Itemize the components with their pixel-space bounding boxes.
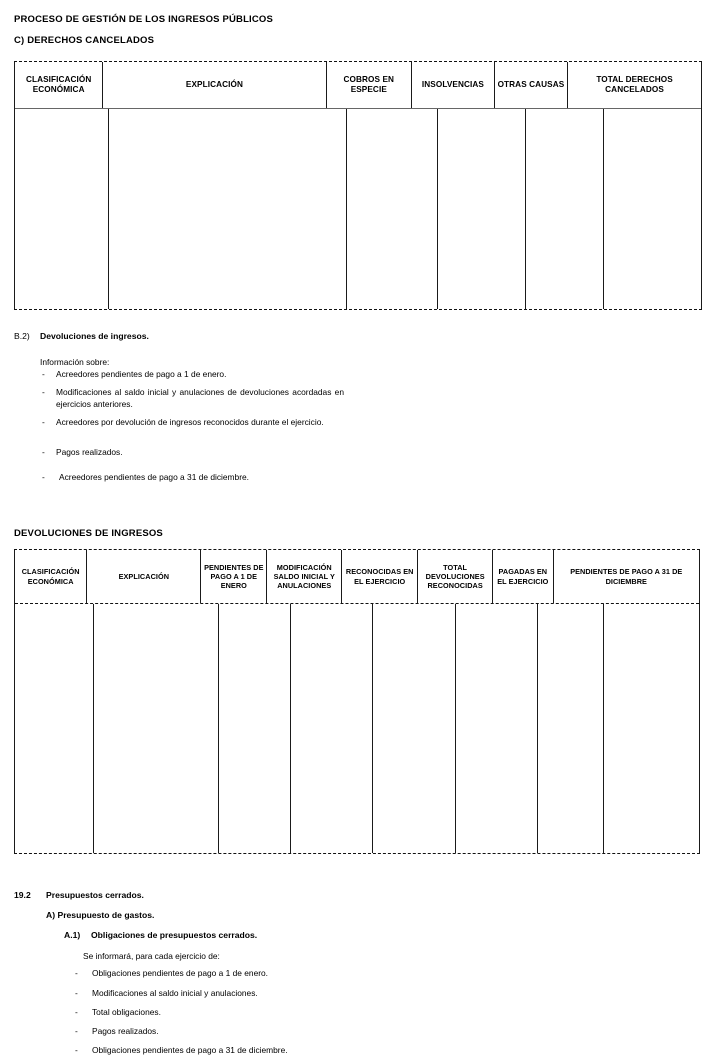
column-header-total-devoluciones-reconocidas: TOTAL DEVOLUCIONES RECONOCIDAS bbox=[418, 550, 493, 603]
column-header-otras-causas: OTRAS CAUSAS bbox=[495, 62, 568, 108]
list-item bbox=[75, 1045, 405, 1056]
table-derechos-cancelados bbox=[14, 61, 702, 310]
column-header-pendientes-pago-31-diciembre: PENDIENTES DE PAGO A 31 DE DICIEMBRE bbox=[570, 567, 683, 586]
table-body-empty-row[interactable] bbox=[15, 109, 701, 309]
page-title: PROCESO DE GESTIÓN DE LOS INGRESOS PÚBLICOS bbox=[14, 14, 273, 25]
bullet-dash: - bbox=[42, 369, 45, 379]
list-item-label: Acreedores pendientes de pago a 31 de diciembre. bbox=[59, 472, 249, 482]
cell-total-derechos-cancelados[interactable] bbox=[604, 109, 701, 309]
cell-total-devoluciones-reconocidas[interactable] bbox=[456, 604, 538, 853]
list-item-label: Obligaciones pendientes de pago a 31 de diciembre. bbox=[92, 1045, 288, 1055]
list-item-label: Modificaciones al saldo inicial y anulaciones de devoluciones acordadas en ejercicios anteriores. bbox=[56, 387, 344, 409]
list-item bbox=[42, 369, 342, 381]
list-item-label: Total obligaciones. bbox=[92, 1007, 161, 1017]
list-item bbox=[42, 447, 342, 459]
bullet-dash: - bbox=[42, 472, 45, 482]
section-b2-intro: Información sobre: bbox=[40, 357, 110, 367]
list-item-label: Pagos realizados. bbox=[92, 1026, 159, 1036]
bullet-dash: - bbox=[75, 1007, 78, 1017]
table-header-row bbox=[15, 550, 699, 604]
section-19-2-sub-a: A) Presupuesto de gastos. bbox=[46, 910, 155, 920]
bullet-dash: - bbox=[75, 988, 78, 998]
list-item bbox=[75, 968, 375, 980]
column-header-clasificacion-economica: CLASIFICACIÓN ECONÓMICA bbox=[15, 62, 103, 108]
table-header-row bbox=[15, 62, 701, 109]
column-header-reconocidas-en-el-ejercicio: RECONOCIDAS EN EL EJERCICIO bbox=[342, 550, 418, 603]
list-item-label: Modificaciones al saldo inicial y anulaciones. bbox=[92, 988, 258, 998]
bullet-dash: - bbox=[75, 1026, 78, 1036]
cell-insolvencias[interactable] bbox=[438, 109, 526, 309]
column-header-total-derechos-cancelados: TOTAL DERECHOS CANCELADOS bbox=[596, 74, 673, 94]
section-b2-title: Devoluciones de ingresos. bbox=[40, 331, 149, 341]
cell-pendientes-pago-1-enero[interactable] bbox=[219, 604, 291, 853]
cell-cobros-en-especie[interactable] bbox=[347, 109, 438, 309]
column-header-pendientes-pago-1-enero: PENDIENTES DE PAGO A 1 DE ENERO bbox=[201, 550, 267, 603]
section-19-2-number: 19.2 bbox=[14, 890, 31, 900]
cell-reconocidas-en-el-ejercicio[interactable] bbox=[373, 604, 456, 853]
list-item-label: Acreedores pendientes de pago a 1 de enero. bbox=[56, 369, 227, 379]
list-item bbox=[42, 417, 344, 429]
list-item-label: Obligaciones pendientes de pago a 1 de enero. bbox=[92, 968, 269, 978]
list-item-label: Pagos realizados. bbox=[56, 447, 123, 457]
table-devoluciones-ingresos bbox=[14, 549, 700, 854]
cell-modificacion-saldo-inicial[interactable] bbox=[291, 604, 373, 853]
column-header-modificacion-saldo-inicial: MODIFICACIÓN SALDO INICIAL Y ANULACIONES bbox=[267, 550, 342, 603]
section-a1-number: A.1) bbox=[64, 930, 81, 940]
column-header-pagadas-en-el-ejercicio: PAGADAS EN EL EJERCICIO bbox=[493, 550, 553, 603]
bullet-dash: - bbox=[42, 447, 45, 457]
column-header-cobros-en-especie: COBROS EN ESPECIE bbox=[327, 62, 413, 108]
list-item bbox=[75, 988, 375, 1000]
table-body-empty-row[interactable] bbox=[15, 604, 699, 853]
section-19-2-title: Presupuestos cerrados. bbox=[46, 890, 144, 900]
list-item bbox=[75, 1026, 375, 1038]
section-subtitle-c: C) DERECHOS CANCELADOS bbox=[14, 35, 155, 46]
cell-clasificacion-economica[interactable] bbox=[15, 604, 94, 853]
cell-clasificacion-economica[interactable] bbox=[15, 109, 109, 309]
cell-pendientes-pago-31-diciembre[interactable] bbox=[604, 604, 699, 853]
section-b2-number: B.2) bbox=[14, 331, 30, 341]
column-header-insolvencias: INSOLVENCIAS bbox=[412, 62, 495, 108]
column-header-clasificacion-economica: CLASIFICACIÓN ECONÓMICA bbox=[15, 550, 87, 603]
cell-explicacion[interactable] bbox=[94, 604, 219, 853]
bullet-dash: - bbox=[75, 968, 78, 978]
section-a1-title: Obligaciones de presupuestos cerrados. bbox=[91, 930, 258, 940]
list-item bbox=[75, 1007, 375, 1019]
bullet-dash: - bbox=[42, 387, 45, 397]
cell-explicacion[interactable] bbox=[109, 109, 347, 309]
column-header-explicacion: EXPLICACIÓN bbox=[87, 550, 201, 603]
column-header-explicacion: EXPLICACIÓN bbox=[103, 62, 326, 108]
list-item bbox=[42, 472, 362, 484]
list-item bbox=[42, 387, 344, 410]
section-a1-intro: Se informará, para cada ejercicio de: bbox=[83, 951, 220, 961]
list-item-label: Acreedores por devolución de ingresos reconocidos durante el ejercicio. bbox=[56, 417, 324, 427]
bullet-dash: - bbox=[75, 1045, 78, 1055]
table-devoluciones-caption: DEVOLUCIONES DE INGRESOS bbox=[14, 528, 163, 539]
cell-otras-causas[interactable] bbox=[526, 109, 604, 309]
cell-pagadas-en-el-ejercicio[interactable] bbox=[538, 604, 604, 853]
bullet-dash: - bbox=[42, 417, 45, 427]
